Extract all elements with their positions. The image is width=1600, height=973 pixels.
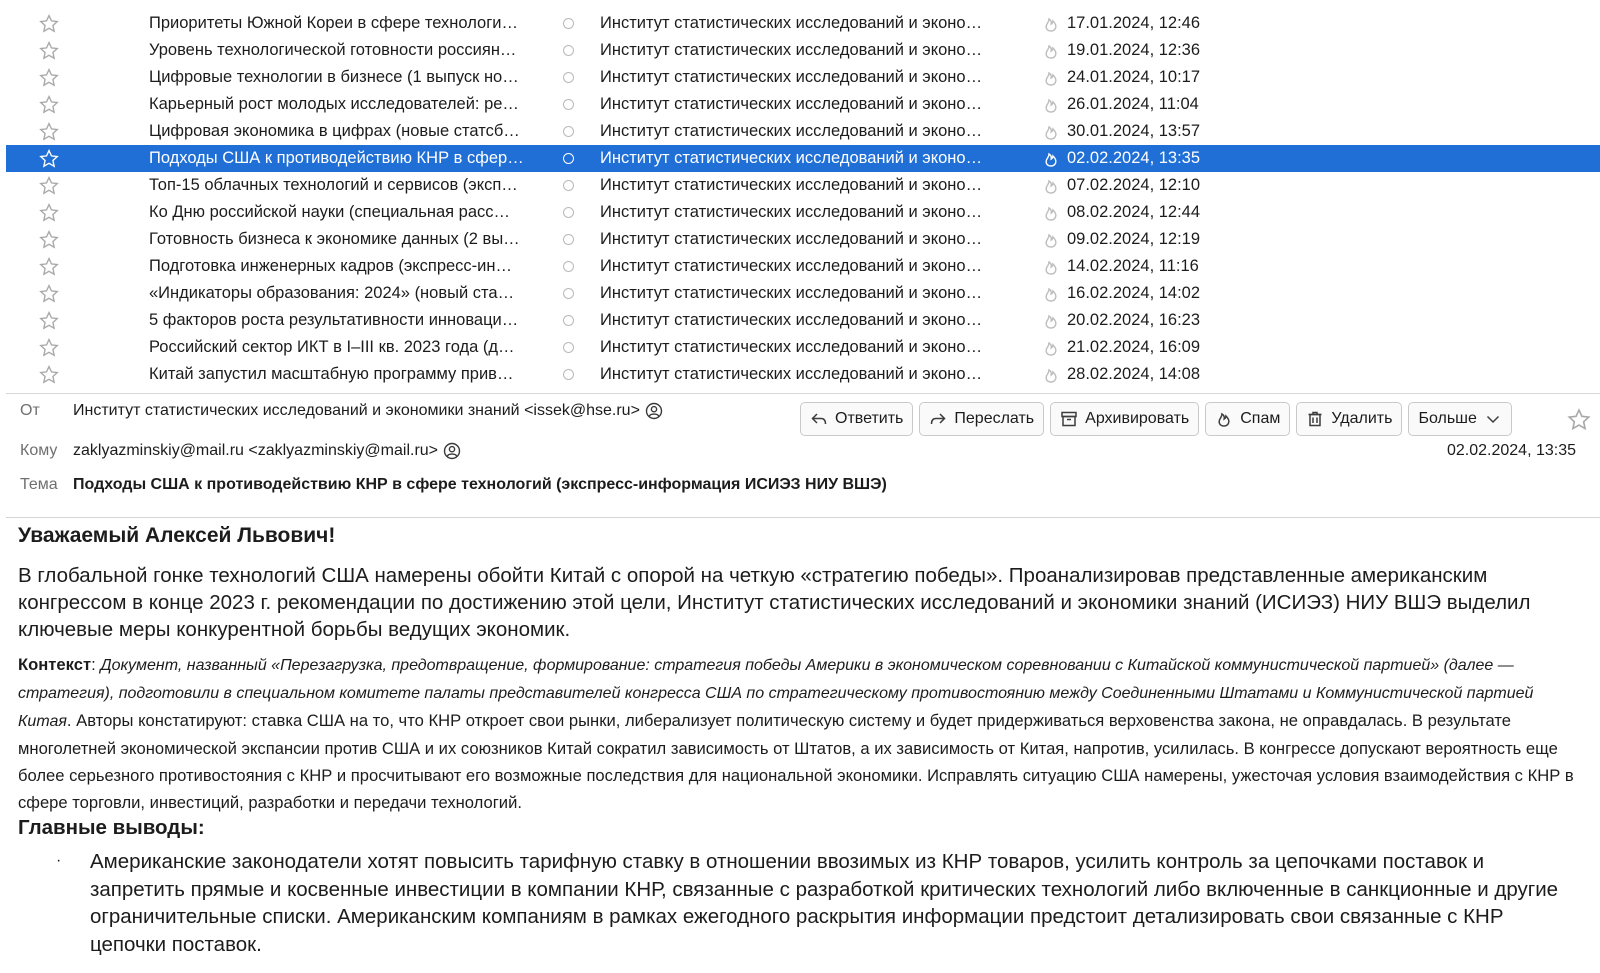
message-header (6, 394, 1600, 518)
more-label: Больше (1418, 410, 1477, 427)
delete-label: Удалить (1331, 410, 1393, 427)
star-icon[interactable] (36, 37, 62, 64)
star-icon[interactable] (36, 64, 62, 91)
flame-icon[interactable] (1042, 334, 1060, 361)
reply-label: Ответить (835, 410, 904, 427)
message-sender[interactable]: Институт статистических исследований и эконо… (600, 68, 983, 86)
star-icon[interactable] (36, 199, 62, 226)
message-sender[interactable]: Институт статистических исследований и эконо… (600, 284, 983, 302)
message-date[interactable]: 08.02.2024, 12:44 (1067, 203, 1201, 221)
star-icon[interactable] (36, 361, 62, 388)
flame-icon[interactable] (1042, 280, 1060, 307)
read-status-icon[interactable] (561, 91, 575, 118)
read-status-icon[interactable] (561, 145, 575, 172)
read-status-icon[interactable] (561, 361, 575, 388)
message-row[interactable] (6, 64, 1600, 91)
message-sender[interactable]: Институт статистических исследований и эконо… (600, 122, 983, 140)
star-icon[interactable] (36, 10, 62, 37)
contact-icon[interactable] (645, 402, 663, 420)
message-subject[interactable]: Цифровые технологии в бизнесе (1 выпуск но… (149, 68, 519, 86)
message-subject[interactable]: Российский сектор ИКТ в I–III кв. 2023 года (д… (149, 338, 515, 356)
from-value[interactable]: Институт статистических исследований и экономики знаний <issek@hse.ru> (73, 402, 640, 419)
star-icon[interactable] (36, 118, 62, 145)
spam-button[interactable] (1205, 402, 1290, 436)
context-label: Контекст (18, 655, 92, 674)
reply-button[interactable] (800, 402, 913, 436)
flame-icon[interactable] (1042, 172, 1060, 199)
context-paragraph (18, 651, 1584, 816)
bullet-text: Американские законодатели хотят повысить тарифную ставку в отношении ввозимых из КНР товаров, усилить контроль за цепочками поставок и запретить прямые и косвенные инвестиции в компании КНР, связанные с разработкой критических технологий либо включенные в санкционные и другие ограничительные списки. Американским компаниям в рамках ежегодного раскрытия информации предстоит детализировать свои связанные с КНР цепочки поставок. (90, 850, 1559, 956)
message-row[interactable] (6, 10, 1600, 37)
message-subject[interactable]: Ко Дню российской науки (специальная расс… (149, 203, 510, 221)
read-status-icon[interactable] (561, 37, 575, 64)
flame-icon[interactable] (1042, 253, 1060, 280)
message-row[interactable] (6, 280, 1600, 307)
message-subject[interactable]: Приоритеты Южной Кореи в сфере технологи… (149, 14, 518, 32)
star-icon[interactable] (36, 280, 62, 307)
context-italic: Документ, названный «Перезагрузка, предотвращение, формирование: стратегия победы Америки в экономическом соревновании с Китайской коммунистической партией» (далее — стратегия), подготовили в специальном комитете палаты представителей конгресса США по стратегическому противостоянию между Соединенными Штатами и Коммунистической партией Китая (18, 657, 1534, 730)
read-status-icon[interactable] (561, 280, 575, 307)
trash-icon (1306, 410, 1324, 428)
message-date[interactable]: 02.02.2024, 13:35 (1067, 149, 1201, 167)
flame-icon[interactable] (1042, 145, 1060, 172)
message-date[interactable]: 26.01.2024, 11:04 (1067, 95, 1199, 113)
message-row[interactable] (6, 226, 1600, 253)
flame-icon[interactable] (1042, 226, 1060, 253)
message-row[interactable] (6, 361, 1600, 388)
message-date[interactable]: 28.02.2024, 14:08 (1067, 365, 1201, 383)
message-date[interactable]: 07.02.2024, 12:10 (1067, 176, 1201, 194)
greeting: Уважаемый Алексей Львович! (18, 524, 336, 547)
from-label: От (20, 402, 40, 419)
flame-icon[interactable] (1042, 37, 1060, 64)
message-subject[interactable]: «Индикаторы образования: 2024» (новый ста… (149, 284, 515, 302)
star-icon[interactable] (36, 226, 62, 253)
to-label: Кому (20, 442, 58, 459)
star-icon[interactable] (1566, 407, 1592, 433)
message-sender[interactable]: Институт статистических исследований и эконо… (600, 41, 983, 59)
archive-button[interactable] (1050, 402, 1199, 436)
archive-icon (1060, 410, 1078, 428)
flame-icon[interactable] (1042, 199, 1060, 226)
flame-icon[interactable] (1042, 91, 1060, 118)
star-icon[interactable] (36, 307, 62, 334)
message-row[interactable] (6, 37, 1600, 64)
message-row[interactable] (6, 253, 1600, 280)
message-row[interactable] (6, 307, 1600, 334)
read-status-icon[interactable] (561, 172, 575, 199)
message-sender[interactable]: Институт статистических исследований и эконо… (600, 338, 983, 356)
message-row[interactable] (6, 172, 1600, 199)
message-subject[interactable]: 5 факторов роста результативности инноваци… (149, 311, 519, 329)
message-list[interactable] (6, 0, 1600, 394)
read-status-icon[interactable] (561, 334, 575, 361)
message-date[interactable]: 24.01.2024, 10:17 (1067, 68, 1201, 86)
message-sender[interactable]: Институт статистических исследований и эконо… (600, 365, 983, 383)
subject-label: Тема (20, 476, 58, 493)
star-icon[interactable] (36, 172, 62, 199)
forward-icon (929, 410, 947, 428)
flame-icon[interactable] (1042, 118, 1060, 145)
message-subject[interactable]: Китай запустил масштабную программу прив… (149, 365, 514, 383)
message-row[interactable] (6, 91, 1600, 118)
to-field[interactable] (73, 442, 461, 460)
more-button[interactable] (1408, 402, 1511, 436)
message-subject[interactable]: Карьерный рост молодых исследователей: ре… (149, 95, 519, 113)
from-field[interactable] (73, 402, 663, 420)
message-body (6, 518, 1600, 973)
read-status-icon[interactable] (561, 118, 575, 145)
message-row[interactable] (6, 199, 1600, 226)
message-sender[interactable]: Институт статистических исследований и эконо… (600, 203, 983, 221)
message-date[interactable]: 30.01.2024, 13:57 (1067, 122, 1201, 140)
message-sender[interactable]: Институт статистических исследований и эконо… (600, 230, 983, 248)
message-sender[interactable]: Институт статистических исследований и эконо… (600, 176, 983, 194)
read-status-icon[interactable] (561, 307, 575, 334)
message-sender[interactable]: Институт статистических исследований и эконо… (600, 149, 983, 167)
context-colon: : (91, 655, 101, 674)
message-sender[interactable]: Институт статистических исследований и эконо… (600, 311, 983, 329)
message-row[interactable] (6, 334, 1600, 361)
flame-icon[interactable] (1042, 307, 1060, 334)
read-status-icon[interactable] (561, 64, 575, 91)
delete-button[interactable] (1296, 402, 1402, 436)
read-status-icon[interactable] (561, 10, 575, 37)
flame-icon[interactable] (1042, 361, 1060, 388)
bullet-marker: · (56, 852, 62, 869)
message-subject[interactable]: Подготовка инженерных кадров (экспресс-ин… (149, 257, 513, 275)
message-row[interactable] (6, 145, 1600, 172)
message-sender[interactable]: Институт статистических исследований и эконо… (600, 95, 983, 113)
message-date[interactable]: 21.02.2024, 16:09 (1067, 338, 1201, 356)
to-value[interactable]: zaklyazminskiy@mail.ru <zaklyazminskiy@mail.ru> (73, 442, 439, 459)
star-icon[interactable] (36, 145, 62, 172)
read-status-icon[interactable] (561, 253, 575, 280)
flame-icon (1215, 410, 1233, 428)
reply-icon (810, 410, 828, 428)
message-date: 02.02.2024, 13:35 (1446, 442, 1576, 459)
message-subject[interactable]: Готовность бизнеса к экономике данных (2 вы… (149, 230, 520, 248)
star-icon[interactable] (36, 253, 62, 280)
message-date[interactable]: 20.02.2024, 16:23 (1067, 311, 1201, 329)
chevron-down-icon (1484, 410, 1502, 428)
message-date[interactable]: 17.01.2024, 12:46 (1067, 14, 1201, 32)
star-icon[interactable] (36, 334, 62, 361)
message-sender[interactable]: Институт статистических исследований и эконо… (600, 257, 983, 275)
forward-label: Переслать (954, 410, 1035, 427)
archive-label: Архивировать (1085, 410, 1190, 427)
forward-button[interactable] (919, 402, 1044, 436)
intro-paragraph: В глобальной гонке технологий США намерены обойти Китай с опорой на четкую «стратегию победы». Проанализировав представленные американским конгрессом в конце 2023 г. рекомендации по достижению этой цели, Институт статистических исследований и экономики знаний (ИСИЭЗ) НИУ ВШЭ выделил ключевые меры конкурентной борьбы ведущих экономик. (18, 564, 1531, 641)
message-row[interactable] (6, 118, 1600, 145)
list-item (56, 848, 1576, 958)
findings-title: Главные выводы: (18, 816, 205, 839)
message-date[interactable]: 14.02.2024, 11:16 (1067, 257, 1199, 275)
flame-icon[interactable] (1042, 10, 1060, 37)
message-subject[interactable]: Топ-15 облачных технологий и сервисов (эксп… (149, 176, 518, 194)
spam-label: Спам (1240, 410, 1281, 427)
contact-icon[interactable] (443, 442, 461, 460)
message-subject[interactable]: Подходы США к противодействию КНР в сфер… (149, 149, 524, 167)
message-toolbar (800, 402, 1512, 436)
flame-icon[interactable] (1042, 64, 1060, 91)
context-rest: . Авторы констатируют: ставка США на то, что КНР откроет свои рынки, либерализует политическую систему и будет придерживаться верховенства закона, не оправдалась. В результате многолетней экономической экспансии против США и их союзников Китай сократил зависимость от Штатов, а их зависимость от Китая, напротив, усилилась. В конгрессе допускают вероятность еще более серьезного противостояния с КНР и просчитывают его возможные последствия для национальной экономики. Исправлять ситуацию США намерены, ужесточая условия взаимодействия с КНР в сфере торговли, инвестиций, разработки и передачи технологий. (18, 711, 1574, 812)
read-status-icon[interactable] (561, 226, 575, 253)
message-date[interactable]: 16.02.2024, 14:02 (1067, 284, 1201, 302)
star-icon[interactable] (36, 91, 62, 118)
message-date[interactable]: 19.01.2024, 12:36 (1067, 41, 1201, 59)
message-subject[interactable]: Уровень технологической готовности россиян… (149, 41, 517, 59)
message-sender[interactable]: Институт статистических исследований и эконо… (600, 14, 983, 32)
read-status-icon[interactable] (561, 199, 575, 226)
message-date[interactable]: 09.02.2024, 12:19 (1067, 230, 1201, 248)
subject-value: Подходы США к противодействию КНР в сфере технологий (экспресс-информация ИСИЭЗ НИУ ВШЭ) (73, 476, 887, 493)
message-subject[interactable]: Цифровая экономика в цифрах (новые статсб… (149, 122, 520, 140)
